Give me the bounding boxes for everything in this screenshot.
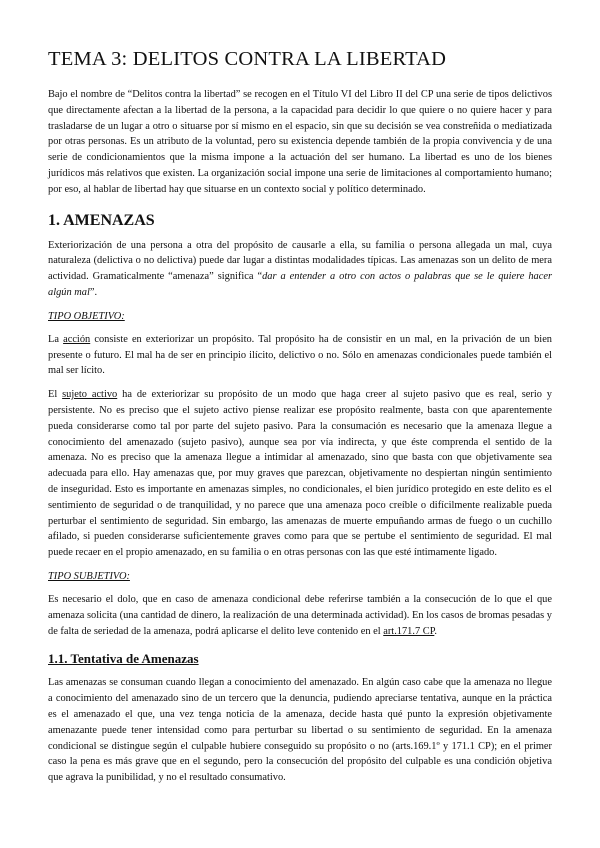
accion-text: consiste en exteriorizar un propósito. Tal propósito ha de consistir en un mal, en la privación de un bien presente o futuro. El mal ha de ser en principio ilícito, delictivo o no. Sólo en amenazas condicionales puede también el mal ser lícito. xyxy=(48,333,553,377)
tipo-subjetivo-label: TIPO SUBJETIVO: xyxy=(48,570,130,582)
definition-text: Exteriorización de una persona a otra del propósito de causarle a ella, su familia o persona allegada un mal, cuya naturaleza (delictiva o no delictiva) puede dar lugar a distintas modalidades típicas. Las amenazas son un delito de mera actividad. Gramaticalmente “amenaza” significa “ xyxy=(48,239,552,283)
sujeto-activo-paragraph xyxy=(48,387,552,561)
accion-pre: La xyxy=(48,333,64,345)
subjetivo-paragraph xyxy=(48,592,552,639)
section-heading-amenazas: 1. AMENAZAS xyxy=(48,211,155,229)
tipo-objetivo-label: TIPO OBJETIVO: xyxy=(48,310,125,322)
sujeto-text: ha de exteriorizar su propósito de un modo que haga creer al sujeto pasivo que es real, serio y persistente. No es preciso que el sujeto activo piense realizar ese propósito realmente, basta con que aparentemente pueda considerarse como tal por parte del sujeto pasivo. Para la consumación es necesario que la amenaza llegue a conocimiento del amenazado (sujeto pasivo), aunque sea por vía indirecta, y que éste comprenda el sentido de la amenaza. No es preciso que la amenaza llegue a intimidar al amenazado, sino que basta con que objetivamente sea adecuada para ello. Hay amenazas que, por muy graves que parezcan, objetivamente no despiertan ningún sentimiento de inseguridad. Esto es importante en amenazas simples, no condicionales, el bien jurídico protegido en este delito es el sentimiento de seguridad o de tranquilidad, y no parece que una amenaza poco creíble o difícilmente realizable pueda perturbar el sentimiento de seguridad. Sin embargo, las amenazas de muerte empuñando armas de fuego o un cuchillo afilado, si pueden considerarse suficientemente graves como para que se pertube el sentimiento de seguridad. El mal puede recaer en el propio amenazado, en su familia o en otras personas con las que esté íntimamente ligado. xyxy=(48,389,552,559)
accion-term: acción xyxy=(63,333,91,345)
page-title: TEMA 3: DELITOS CONTRA LA LIBERTAD xyxy=(48,48,447,70)
definition-quote: dar a entender a otro con actos o palabras que se le quiere hacer algún mal xyxy=(48,271,552,298)
sujeto-pre: El xyxy=(48,389,63,401)
accion-paragraph xyxy=(48,332,552,379)
definition-paragraph xyxy=(48,238,552,301)
tentativa-paragraph: Las amenazas se consuman cuando llegan a conocimiento del amenazado. En algún caso cabe que la amenaza no llegue a conocimiento del amenazado sino de un tercero que la denuncia, pudiendo apreciarse tentativa, aunque en la práctica es el amenazado el que, una vez tenga noticia de la amenaza, decide hasta qué punto la expresión objetivamente amenazante puede tener intensidad como para perturbar su libertad o su sentimiento de seguridad. En la amenaza condicional se distingue según el culpable hubiere conseguido su propósito o no (arts.169.1º y 171.1 CP); en el primer caso la pena es más grave que en el segundo, pero la consecución del propósito del culpable es una condición objetiva que agrava la punibilidad, y no el resultado consumativo. xyxy=(48,677,552,784)
sujeto-activo-term: sujeto activo xyxy=(62,389,118,401)
definition-end: ”. xyxy=(89,286,98,298)
subjetivo-end: . xyxy=(434,625,437,637)
intro-paragraph: Bajo el nombre de “Delitos contra la libertad” se recogen en el Título VI del Libro II del CP una serie de tipos delictivos que directamente afectan a la libertad de la persona, a la capacidad para decidir lo que quiere o no quiere hacer y para trasladarse de un lugar a otro o situarse por sí mismo en el espacio, sin que su decisión se vea constreñida o mediatizada por otras personas. Es un atributo de la voluntad, pero su existencia depende también de la propia convivencia y de una serie de condicionamientos que la misma impone a la actuación del ser humano. La libertad es uno de los bienes jurídicos más relativos que existen. La organización social impone una serie de limitaciones al comportamiento humano; por eso, al hablar de libertad hay que situarse en un contexto social y político determinado. xyxy=(48,89,552,195)
article-reference: art.171.7 CP xyxy=(383,625,435,637)
subsection-heading-tentativa: 1.1. Tentativa de Amenazas xyxy=(48,651,199,667)
subjetivo-text: Es necesario el dolo, que en caso de amenaza condicional debe referirse también a la consecución de lo que el que amenaza solicita (una cantidad de dinero, la realización de una determinada actividad). En los casos de bromas pesadas y de falta de seriedad de la amenaza, podrá aplicarse el delito leve contenido en el xyxy=(48,593,552,637)
